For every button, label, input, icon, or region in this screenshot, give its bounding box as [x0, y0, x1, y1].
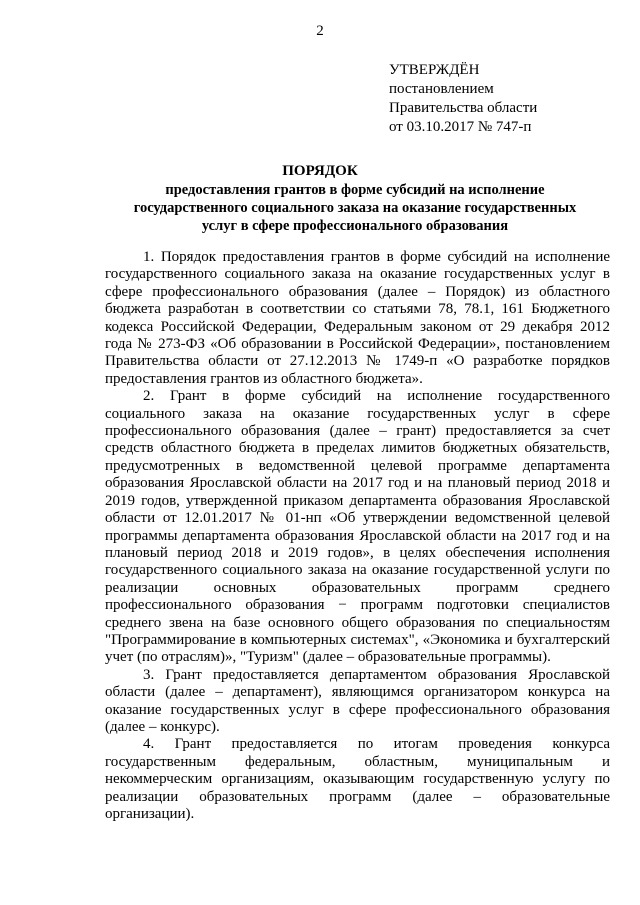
document-subtitle [100, 181, 610, 235]
document-body [105, 249, 610, 823]
paragraph-3: 3. Грант предоставляется департаментом образования Ярославской области (далее – департамент), являющимся организатором конкурса на оказание государственных услуг в сфере профессионального образования (далее – конкурс). [105, 666, 610, 735]
paragraph-1: 1. Порядок предоставления грантов в форме субсидий на исполнение государственного социального заказа на оказание государственных услуг в сфере профессионального образования (далее – Порядок) из областного бюджета разработан в соответствии со статьями 78, 78.1, 161 Бюджетного кодекса Российской Федерации, Федеральным законом от 29 декабря 2012 года № 273-ФЗ «Об образовании в Российской Федерации», постановлением Правительства области от 27.12.2013 № 1749-п «О разработке порядков предоставления грантов из областного бюджета». [105, 249, 610, 387]
approval-date-number: от 03.10.2017 № 747-п [389, 119, 532, 135]
subtitle-line: государственного социального заказа на оказание государственных [133, 200, 577, 216]
document-title: ПОРЯДОК [282, 163, 358, 179]
page-number: 2 [316, 23, 324, 39]
approval-authority: Правительства области [389, 100, 538, 116]
paragraph-2: 2. Грант в форме субсидий на исполнение государственного социального заказа на оказание государственных услуг в сфере профессионального образования (далее – грант) предоставляется за счет средств областного бюджета в пределах лимитов бюджетных обязательств, предусмотренных в ведомственной целевой программе департамента образования Ярославской области на 2017 год и на плановый период 2018 и 2019 годов, утвержденной приказом департамента образования Ярославской области от 12.01.2017 № 01-нп «Об утверждении ведомственной целевой программы департамента образования Ярославской области на 2017 год и на плановый период 2018 и 2019 годов», в целях обеспечения исполнения государственного социального заказа на оказание государственной услуги по реализации основных образовательных программ среднего профессионального образования − программ подготовки специалистов среднего звена на базе основного общего образования по специальностям "Программирование в компьютерных системах", «Экономика и бухгалтерский учет (по отраслям)», "Туризм" (далее – образовательные программы). [105, 388, 610, 666]
subtitle-line: услуг в сфере профессионального образования [201, 218, 509, 234]
paragraph-4: 4. Грант предоставляется по итогам проведения конкурса государственным федеральным, областным, муниципальным и некоммерческим организациям, оказывающим государственную услугу по реализации образовательных программ (далее – образовательные организации). [105, 736, 610, 822]
subtitle-line: предоставления грантов в форме субсидий на исполнение [165, 182, 545, 198]
approval-stamp [389, 61, 537, 137]
approval-status: УТВЕРЖДЁН [389, 62, 480, 78]
approval-by: постановлением [389, 81, 494, 97]
